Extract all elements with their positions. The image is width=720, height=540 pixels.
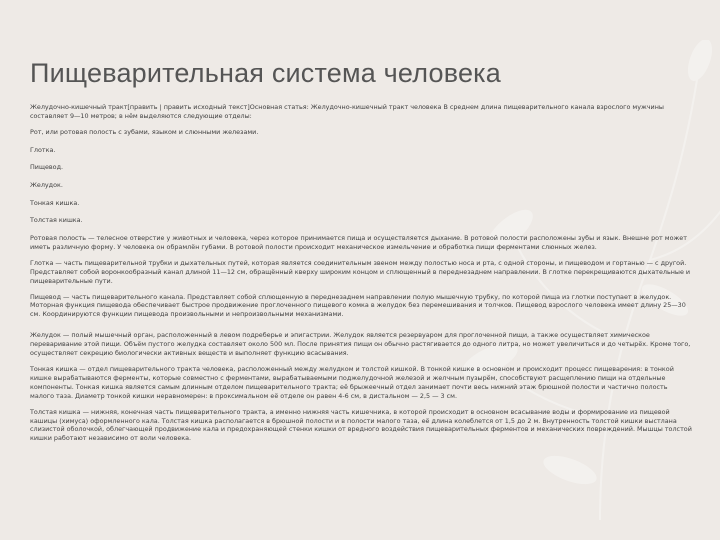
list-item: Глотка. xyxy=(30,145,56,154)
list-item: Толстая кишка. xyxy=(30,216,83,225)
esophagus-paragraph: Пищевод — часть пищеварительного канала. Представляет собой сплющенную в переднезаднем направлении полую мышечную трубку, по которой пища из глотки поступает в желудок. Моторная функция пищевода обеспечивает быстрое продвижение проглоченного пищевого комка в желудок без перемешивания и толчков. Пищевод взрослого человека имеет длину 25—30 см. Координируются функции пищевода произвольными и непроизвольными механизмами. xyxy=(30,292,686,319)
pharynx-paragraph: Глотка — часть пищеварительной трубки и дыхательных путей, которая является соединительным звеном между полостью носа и рта, с одной стороны, и пищеводом и гортанью — с другой. Представляет собой воронкообразный канал длиной 11—12 см, обращённый кверху широким концом и сплющенный в переднезаднем направлении. В глотке перекрещиваются дыхательные и пищеварительные пути. xyxy=(30,258,691,285)
slide-body xyxy=(30,103,692,450)
large-intestine-paragraph: Толстая кишка — нижняя, конечная часть пищеварительного тракта, а именно нижняя часть кишечника, в которой происходит в основном всасывание воды и формирование из пищевой кашицы (химуса) оформленного кала. Толстая кишка располагается в брюшной полости и в полости малого таза, её длина колеблется от 1,5 до 2 м. Внутренность толстой кишки выстлана слизистой оболочкой, облегчающей продвижение кала и предохраняющей стенки кишки от вредного воздействия пищеварительных ферментов и механических повреждений. Мышцы толстой кишки работают независимо от воли человека. xyxy=(30,407,692,443)
slide-title: Пищеварительная система человека xyxy=(30,58,502,88)
list-item: Желудок. xyxy=(30,180,63,189)
list-item: Пищевод. xyxy=(30,163,64,172)
intro-paragraph: Желудочно-кишечный тракт[править | править исходный текст]Основная статья: Желудочно-кишечный тракт человека В среднем длина пищеварительного канала взрослого мужчины составляет 9—10 метров; в нём выделяются следующие отделы: xyxy=(30,103,664,120)
list-item: Тонкая кишка. xyxy=(30,198,80,207)
stomach-paragraph: Желудок — полый мышечный орган, расположенный в левом подреберье и эпигастрии. Желудок является резервуаром для проглоченной пищи, а также осуществляет химическое переваривание этой пищи. Объём пустого желудка составляет около 500 мл. После принятия пищи он обычно растягивается до одного литра, но может увеличиться и до четырёх. Кроме того, осуществляет секрецию биологически активных веществ и выполняет функцию всасывания. xyxy=(30,331,691,358)
list-item: Рот, или ротовая полость с зубами, языком и слюнными железами. xyxy=(30,127,259,136)
mouth-paragraph: Ротовая полость — телесное отверстие у животных и человека, через которое принимается пища и осуществляется дыхание. В ротовой полости расположены зубы и язык. Внешне рот может иметь различную форму. У человека он обрамлён губами. В ротовой полости происходит механическое измельчение и обработка пищи ферментами слюнных желез. xyxy=(30,234,687,251)
small-intestine-paragraph: Тонкая кишка — отдел пищеварительного тракта человека, расположенный между желудком и толстой кишкой. В тонкой кишке в основном и происходит процесс пищеварения: в тонкой кишке вырабатываются ферменты, которые совместно с ферментами, вырабатываемыми поджелудочной железой и желчным пузырём, способствуют расщеплению пищи на отдельные компоненты. Тонкая кишка является самым длинным отделом пищеварительного тракта; её брыжеечный отдел занимает почти весь нижний этаж брюшной полости и частично полость малого таза. Диаметр тонкой кишки неравномерен: в проксимальном её отделе он равен 4-6 см, в дистальном — 2,5 — 3 см. xyxy=(30,365,674,400)
